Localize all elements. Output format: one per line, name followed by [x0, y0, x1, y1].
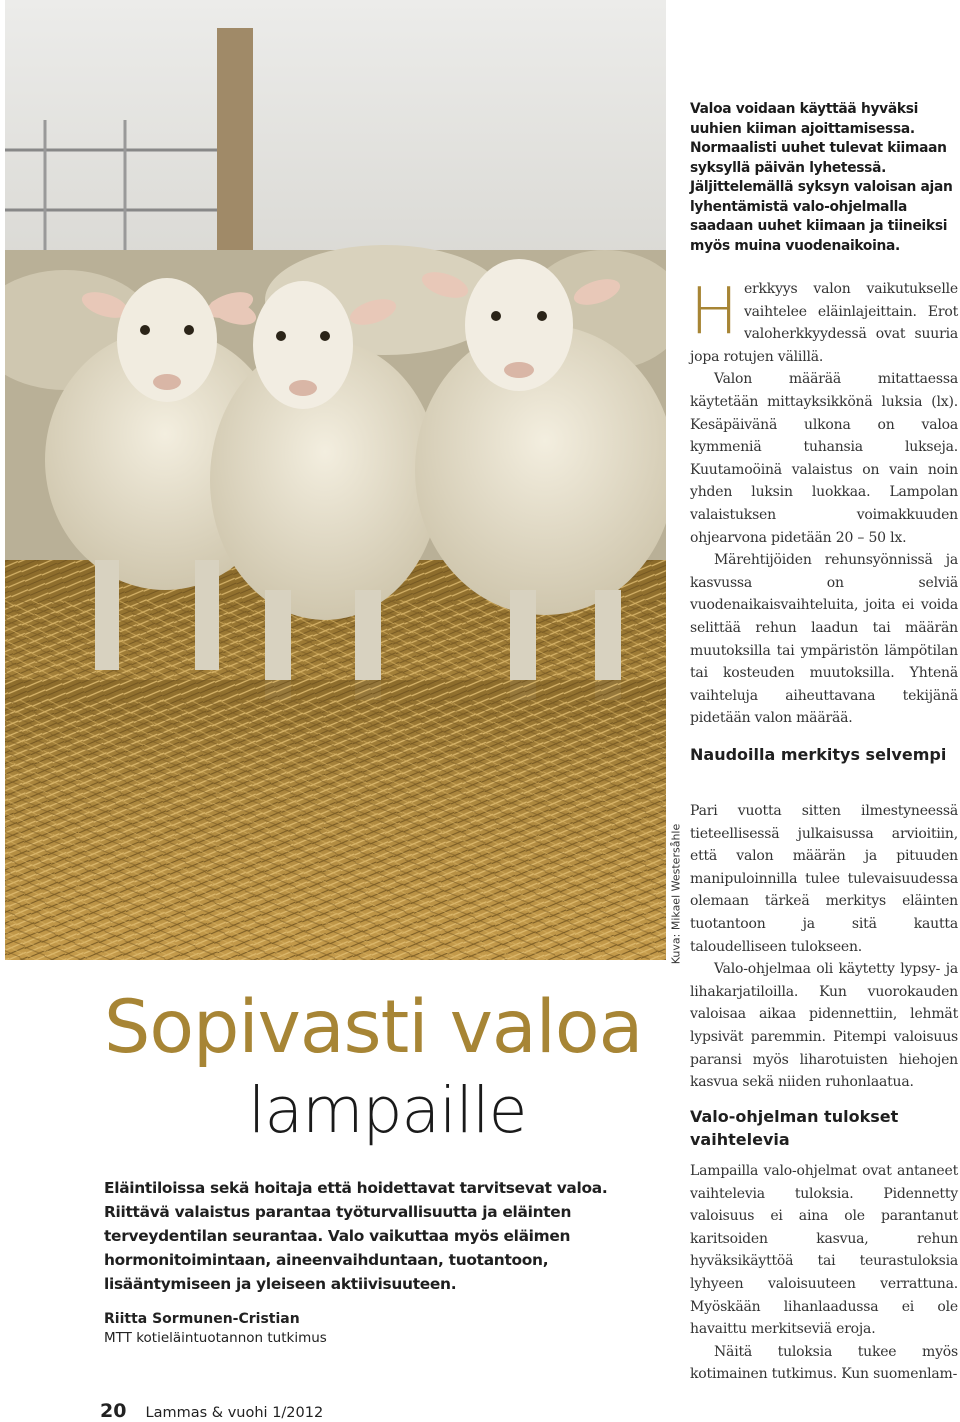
body-paragraph: Valon määrää mitattaessa käytetään mittayksikkönä luksia (lx). Kesäpäivänä ulkona on valoa kymmeniä tuhansia lukseja. Kuutamoöinä valaistus on vain noin yhden luksin luokkaa. Lampolan valaistuksen voimakkuuden ohjearvona pidetään 20 – 50 lx. [690, 371, 958, 546]
section-heading: Valo-ohjelman tulokset vaihtelevia [690, 1107, 899, 1149]
body-section-1 [690, 275, 958, 730]
body-paragraph: Valo-ohjelmaa oli käytetty lypsy- ja lihakarjatiloilla. Kun vuorokauden valoisaa aikaa pidennettiin, lehmät lypsivät paremmin. Pitempi valoisuus paransi myös liharotuisten hiehojen kasvua sekä niiden ruhonlaatua. [690, 961, 958, 1091]
author-affiliation: MTT kotieläintuotannon tutkimus [104, 1330, 327, 1346]
sheep-photo [5, 0, 666, 960]
body-section-3 [690, 1160, 958, 1386]
body-paragraph: erkkyys valon vaikutukselle vaihtelee eläinlajeittain. Erot valoherkkyydessä ovat suuria jopa rotujen välillä. [690, 281, 958, 365]
page-footer [100, 1400, 323, 1422]
sheep-illustration [5, 0, 666, 960]
headline-subtitle: lampaille [248, 1074, 527, 1147]
magazine-issue: Lammas & vuohi 1/2012 [145, 1405, 324, 1421]
body-section-2 [690, 800, 958, 1094]
photo-caption: Valoa voidaan käyttää hyväksi uuhien kiiman ajoittamisessa. Normaalisti uuhet tulevat kiimaan syksyllä päivän lyhetessä. Jäljittelemällä syksyn valoisan ajan lyhentämistä valo-ohjelmalla saadaan uuhet kiimaan ja tiineiksi myös muina vuodenaikoina. [690, 101, 953, 254]
body-paragraph: Pari vuotta sitten ilmestyneessä tieteellisessä julkaisussa arvioitiin, että valon määrän ja pituuden manipuloinnilla tulee tulevaisuudessa olemaan tärkeä merkitys eläinten tuotantoon ja sitä kautta taloudelliseen tulokseen. [690, 803, 958, 955]
body-paragraph: Märehtijöiden rehunsyönnissä ja kasvussa on selviä vuodenaikaisvaihteluita, joita ei voida selittää rehun laadun tai määrän muutoksilla tai ympäristön lämpötilan tai kosteuden muutoksilla. Yhtenä vaihteluja aiheuttavana tekijänä pidetään valon määrää. [690, 552, 958, 727]
section-heading: Naudoilla merkitys selvempi [690, 745, 947, 764]
author-name: Riitta Sormunen-Cristian [104, 1311, 300, 1327]
drop-cap: H [690, 275, 738, 349]
page-number: 20 [100, 1400, 127, 1422]
body-paragraph: Näitä tuloksia tukee myös kotimainen tutkimus. Kun suomenlam- [690, 1343, 958, 1383]
headline-title: Sopivasti valoa [104, 985, 643, 1070]
photo-credit [666, 823, 686, 965]
photo-credit-text: Kuva: Mikael Westersåhle [669, 823, 683, 965]
body-paragraph: Lampailla valo-ohjelmat ovat antaneet vaihtelevia tuloksia. Pidennetty valoisuus ei aina ole parantanut karitsoiden kasvua, rehun hyväksikäyttöä tai teurastuloksia lyhyeen valoisuuteen verrattuna. Myöskään lihanlaadussa ei ole havaittu merkitseviä eroja. [690, 1163, 958, 1338]
lead-paragraph: Eläintiloissa sekä hoitaja että hoidettavat tarvitsevat valoa. Riittävä valaistus parantaa työturvallisuutta ja eläinten terveydentilan seurantaa. Valo vaikuttaa myös eläimen hormonitoimintaan, aineenvaihduntaan, tuotantoon, lisääntymiseen ja yleiseen aktiivisuuteen. [104, 1179, 608, 1293]
